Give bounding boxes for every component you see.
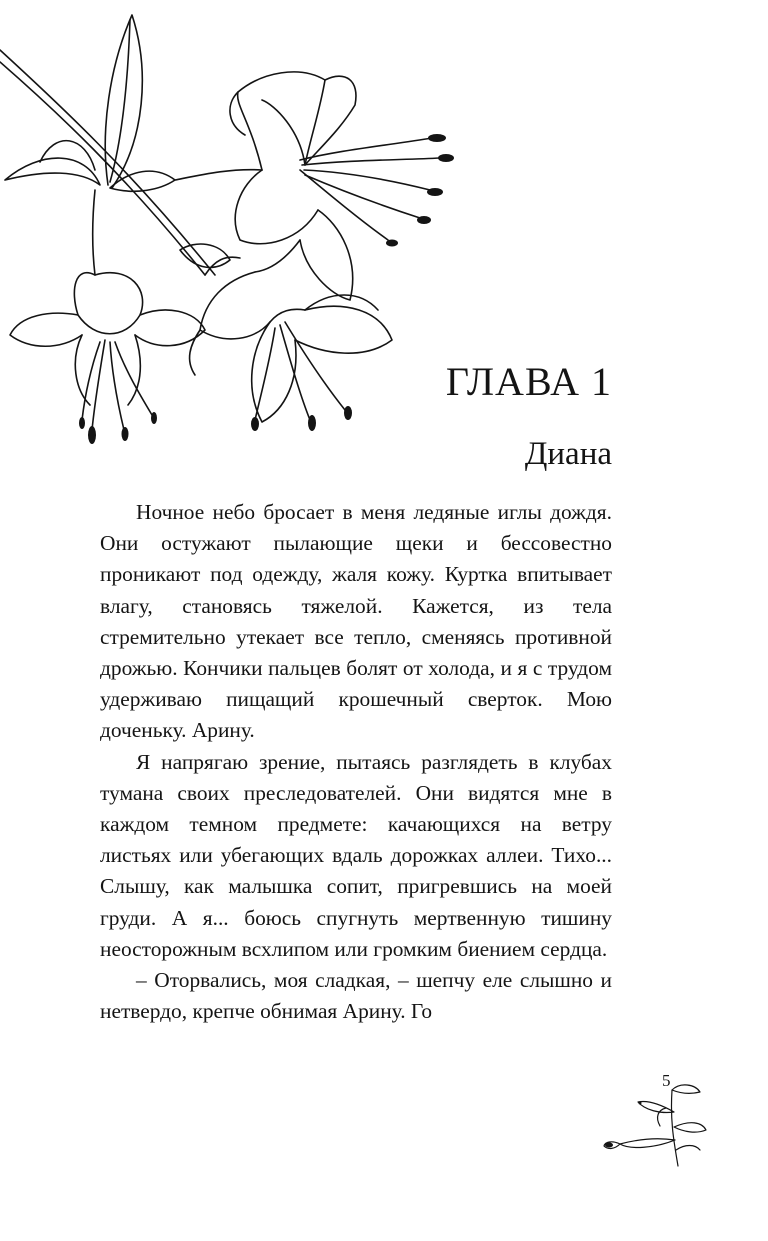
chapter-title: ГЛАВА 1	[445, 359, 612, 404]
body-text	[100, 497, 612, 1027]
chapter-subtitle: Диана	[524, 436, 612, 472]
lily-illustration	[0, 10, 470, 450]
page-number: 5	[662, 1071, 671, 1090]
paragraph: – Оторвались, моя сладкая, – шепчу еле слышно и нетвердо, крепче обнимая Арину. Го	[100, 968, 612, 1024]
paragraph: Ночное небо бросает в меня ледяные иглы дождя. Они остужают пылающие щеки и бессовестно проникают под одежду, жаля кожу. Куртка впитывает влагу, становясь тяжелой. Кажется, из тела стремительно утекает все тепло, сменяясь противной дрожью. Кончики пальцев болят от холода, и я с трудом удерживаю пищащий крошечный сверток. Мою доченьку. Арину.	[100, 500, 612, 743]
paragraph: Я напрягаю зрение, пытаясь разглядеть в клубах тумана своих преследователей. Они видятся мне в каждом темном предмете: качающихся на ветру листьях или убегающих вдаль дорожках аллеи. Тихо... Слышу, как малышка сопит, пригревшись на моей груди. А я... боюсь спугнуть мертвенную тишину неосторожным всхлипом или громким биением сердца.	[100, 749, 612, 961]
lily-sprig-icon	[600, 1082, 710, 1170]
